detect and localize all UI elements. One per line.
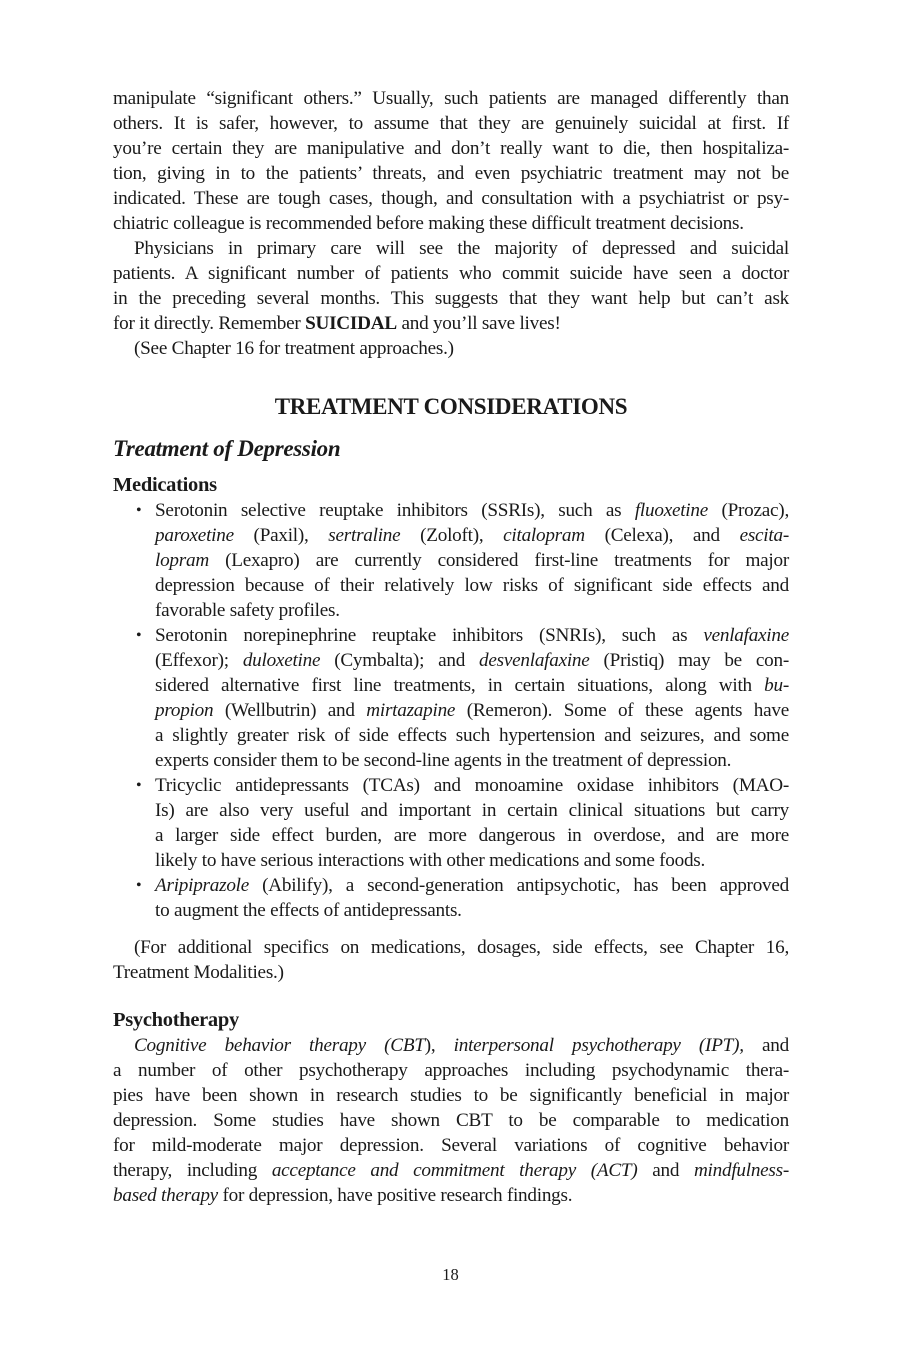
section-heading: TREATMENT CONSIDERATIONS [274,394,628,419]
text-run: patients. A significant number of patients who commit suicide have seen a doctor [113,263,789,284]
text-run: sidered alternative first line treatments, in certain situations, along with [155,675,765,696]
medication-bullet-item [113,873,789,923]
text-run: manipulate “significant others.” Usually, such patients are managed differently than [113,88,789,109]
text-run: others. It is safer, however, to assume that they are genuinely suicidal at first. If [113,113,789,134]
text-run: depression because of their relatively low risks of significant side effects and [155,575,789,596]
text-line [113,1133,789,1158]
italic-run: fluoxetine [634,500,708,521]
text-line [113,548,789,573]
text-run: (Prozac), [708,500,789,521]
text-line [113,136,789,161]
text-line [113,648,789,673]
text-line [113,723,789,748]
text-line [113,186,789,211]
text-line [113,261,789,286]
text-run: for mild-moderate major depression. Several variations of cognitive behavior [113,1135,789,1156]
text-run: (Zoloft), [400,525,504,546]
text-run: for it directly. Remember [113,313,306,334]
text-line [113,598,789,623]
text-run: pies have been shown in research studies to be significantly beneficial in major [113,1085,789,1106]
text-run: (Wellbutrin) and [213,700,367,721]
bullet-icon: • [136,627,142,644]
text-run: a slightly greater risk of side effects such hypertension and seizures, and some [155,725,789,746]
text-line [113,86,789,111]
italic-run: paroxetine [155,525,234,546]
text-run: Serotonin selective reuptake inhibitors (SSRIs), such as [155,500,635,521]
italic-run: mirtazapine [366,700,456,721]
text-line [113,286,789,311]
spacer [113,985,789,1007]
text-run: a number of other psychotherapy approaches including psychodynamic thera- [113,1060,789,1081]
medications-note [113,935,789,985]
italic-run: venlafaxine [703,625,789,646]
text-line [113,573,789,598]
text-run: (Lexapro) are currently considered first-line treatments for major [208,550,789,571]
text-line [113,1058,789,1083]
text-line [113,498,789,523]
see-chapter-note: (See Chapter 16 for treatment approaches.) [134,338,454,359]
text-run: (Effexor); [155,650,243,671]
intro-paragraph [113,86,789,236]
text-line [113,623,789,648]
text-run: in the preceding several months. This suggests that they want help but can’t ask [113,288,789,309]
text-line [113,111,789,136]
text-line [113,960,789,985]
text-run: therapy, including [113,1160,272,1181]
text-run: you’re certain they are manipulative and don’t really want to die, then hospitaliza- [113,138,789,159]
italic-run: Cognitive behavior therapy (CBT [134,1035,425,1056]
italic-run: citalopram [503,525,585,546]
text-run: and [637,1160,694,1181]
text-run: Physicians in primary care will see the majority of depressed and suicidal [134,238,789,259]
text-run: (Pristiq) may be con- [589,650,789,671]
italic-run: sertraline [328,525,401,546]
medications-list [113,498,789,923]
text-line [113,311,789,336]
italic-run: based therapy [113,1185,218,1206]
primary-care-paragraph [113,236,789,336]
text-line [113,798,789,823]
text-line [113,748,789,773]
text-line [113,1158,789,1183]
text-run: Treatment Modalities.) [113,962,284,983]
medications-heading: Medications [113,474,217,496]
text-run: Tricyclic antidepressants (TCAs) and monoamine oxidase inhibitors (MAO- [155,775,789,796]
text-run: chiatric colleague is recommended before making these difficult treatment decisions. [113,213,744,234]
text-line [113,873,789,898]
bullet-icon: • [136,877,142,894]
text-line [113,773,789,798]
text-run: likely to have serious interactions with other medications and some foods. [155,850,706,871]
text-run: (Remeron). Some of these agents have [455,700,789,721]
page-number: 18 [442,1265,459,1284]
text-line [113,823,789,848]
text-run: experts consider them to be second-line agents in the treatment of depression. [155,750,732,771]
text-run: depression. Some studies have shown CBT to be comparable to medication [113,1110,789,1131]
text-run: a larger side effect burden, are more dangerous in overdose, and are more [155,825,789,846]
italic-run: lopram [155,550,209,571]
italic-run: acceptance and commitment therapy (ACT) [271,1160,638,1181]
italic-run: propion [155,700,214,721]
text-line [113,1183,789,1208]
text-run: (For additional specifics on medications, dosages, side effects, see Chapter 16, [134,937,789,958]
text-run: for depression, have positive research findings. [217,1185,573,1206]
text-line [113,848,789,873]
text-line [113,898,789,923]
text-run: Is) are also very useful and important in certain clinical situations but carry [155,800,789,821]
text-line [113,673,789,698]
italic-run: Aripiprazole [155,875,250,896]
italic-run: bu- [764,675,789,696]
italic-run: interpersonal psychotherapy (IPT), [453,1035,744,1056]
text-line [113,211,789,236]
text-run: favorable safety profiles. [155,600,340,621]
medication-bullet-item [113,498,789,623]
text-run: and you’ll save lives! [396,313,561,334]
psychotherapy-heading: Psychotherapy [113,1009,239,1031]
text-line [113,236,789,261]
italic-run: escita- [739,525,789,546]
text-run: ), [424,1035,454,1056]
medication-bullet-item [113,623,789,773]
bullet-icon: • [136,502,142,519]
text-run: (Abilify), a second-generation antipsychotic, has been approved [249,875,789,896]
text-line [113,1033,789,1058]
bold-run: SUICIDAL [305,313,397,334]
text-run: Serotonin norepinephrine reuptake inhibitors (SNRIs), such as [155,625,704,646]
text-line [113,1083,789,1108]
text-run: tion, giving in to the patients’ threats, and even psychiatric treatment may not be [113,163,789,184]
italic-run: mindfulness- [693,1160,790,1181]
text-line [113,161,789,186]
spacer [113,923,789,935]
medication-bullet-item [113,773,789,873]
italic-run: duloxetine [242,650,321,671]
page-body [113,86,789,1208]
text-line [113,523,789,548]
subsection-heading: Treatment of Depression [113,436,341,461]
italic-run: desvenlafaxine [479,650,590,671]
text-line [113,698,789,723]
text-run: (Paxil), [233,525,329,546]
psychotherapy-paragraph [113,1033,789,1208]
text-run: to augment the effects of antidepressants. [155,900,462,921]
text-run: and [743,1035,789,1056]
text-line [113,1108,789,1133]
text-run: (Cymbalta); and [320,650,480,671]
text-line [113,935,789,960]
text-run: (Celexa), and [584,525,740,546]
text-run: indicated. These are tough cases, though, and consultation with a psychiatrist or psy- [113,188,789,209]
bullet-icon: • [136,777,142,794]
